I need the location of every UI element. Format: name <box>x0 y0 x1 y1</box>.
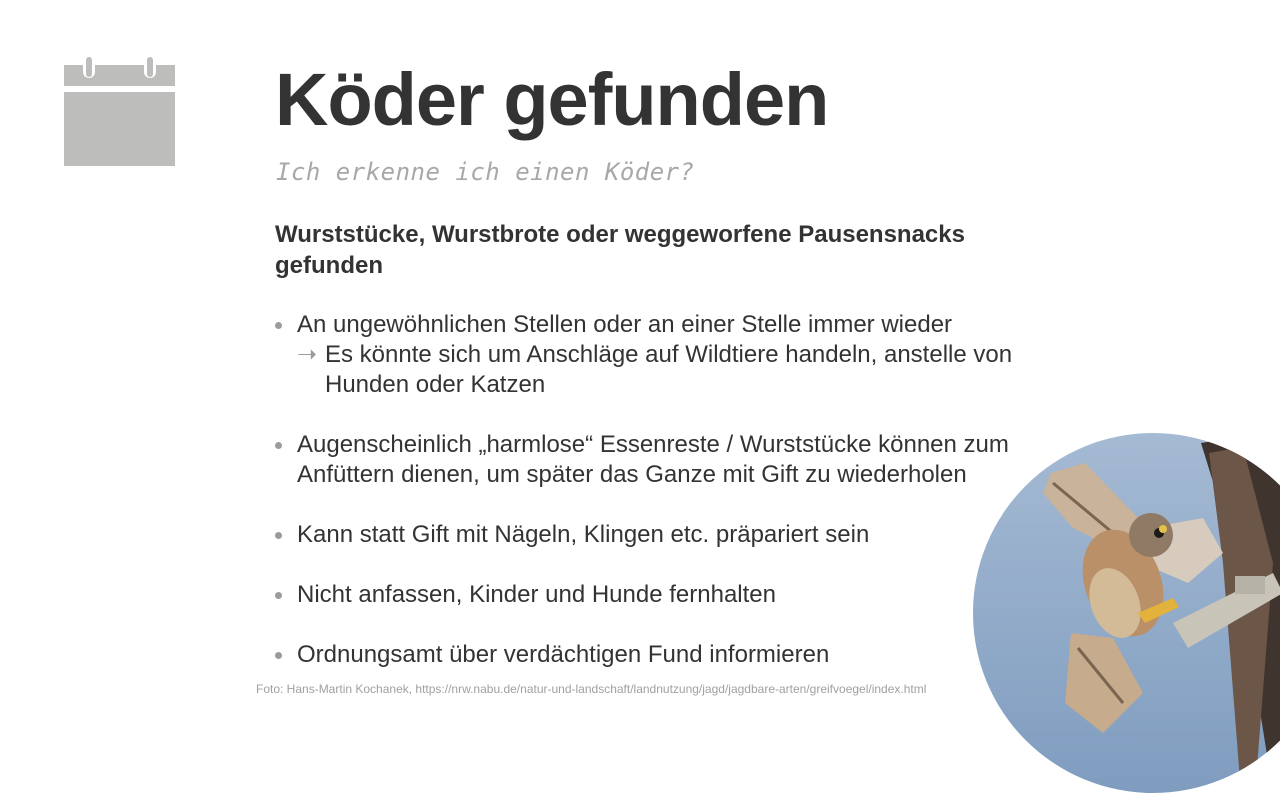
bullet-text: Augenscheinlich „harmlose“ Essenreste / Wurststücke können zum Anfüttern dienen, um später das Ganze mit Gift zu wiederholen <box>297 431 1009 488</box>
bullet-text: An ungewöhnlichen Stellen oder an einer Stelle immer wieder <box>297 311 953 338</box>
bullet-item <box>275 640 1087 670</box>
kestrel-photo <box>973 433 1280 793</box>
bullet-item <box>275 430 1087 490</box>
bullet-dot-icon <box>275 322 282 329</box>
arrow-right-icon: ➝ <box>297 341 318 368</box>
photo-credit: Foto: Hans-Martin Kochanek, https://nrw.nabu.de/natur-und-landschaft/landnutzung/jagd/jagdbare-arten/greifvoegel/index.html <box>256 682 927 696</box>
bullet-text: Ordnungsamt über verdächtigen Fund informieren <box>297 641 830 668</box>
bullet-item <box>275 310 1087 400</box>
bullet-text: Nicht anfassen, Kinder und Hunde fernhalten <box>297 581 776 608</box>
bullet-subtext: Es könnte sich um Anschläge auf Wildtiere handeln, anstelle von Hunden oder Katzen <box>325 341 1013 398</box>
bullet-dot-icon <box>275 442 282 449</box>
lead-text: Wurststücke, Wurstbrote oder weggeworfene Pausensnacks gefunden <box>275 221 965 279</box>
calendar-icon <box>64 54 175 166</box>
bullet-text: Kann statt Gift mit Nägeln, Klingen etc. präpariert sein <box>297 521 870 548</box>
slide-subtitle: Ich erkenne ich einen Köder? <box>276 158 695 186</box>
bullet-dot-icon <box>275 652 282 659</box>
bullet-dot-icon <box>275 592 282 599</box>
bullet-item <box>275 580 1087 610</box>
bullet-item <box>275 520 1087 550</box>
bullet-subline <box>297 340 1087 400</box>
bullet-dot-icon <box>275 532 282 539</box>
slide-title: Köder gefunden <box>275 58 829 141</box>
